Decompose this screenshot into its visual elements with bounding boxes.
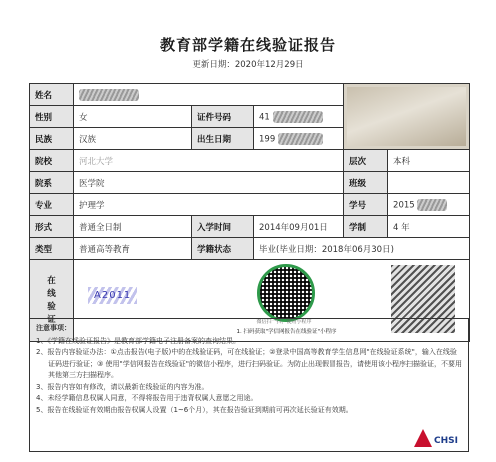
note-item: 4、未经学籍信息权属人同意，不得将报告用于违背权属人意愿之用途。 — [36, 394, 258, 402]
gender-value: 女 — [74, 106, 192, 128]
id-number-label: 证件号码 — [192, 106, 254, 128]
study-form-value: 普通全日制 — [74, 216, 192, 238]
student-id-value: 2015 — [388, 194, 470, 216]
level-value: 本科 — [388, 150, 470, 172]
chsi-logo-text: CHSI — [434, 435, 458, 446]
school-value: 河北大学 — [74, 150, 344, 172]
online-verify-label: 在 线 验 证 — [30, 260, 74, 342]
note-item: 1、《学籍在线验证报告》是教育部学籍电子注册备案的查询结果。 — [36, 336, 240, 345]
mini-program-qr-code[interactable] — [257, 264, 315, 322]
note-item: 5、报告在线验证有效期由报告权属人设置（1~6个月），其在报告验证到期前可再次延长验证有效期。 — [36, 405, 353, 414]
major-value: 护理学 — [74, 194, 344, 216]
type-value: 普通高等教育 — [74, 238, 192, 260]
id-number-value: 41 — [254, 106, 344, 128]
redacted-name — [79, 89, 139, 101]
birth-date-label: 出生日期 — [192, 128, 254, 150]
study-form-label: 形式 — [30, 216, 74, 238]
duration-value: 4 年 — [388, 216, 470, 238]
major-label: 专业 — [30, 194, 74, 216]
chsi-logo — [414, 429, 458, 447]
gender-label: 性别 — [30, 106, 74, 128]
note-item: 3、报告内容如有修改，请以最新在线验证的内容为准。 — [36, 382, 209, 391]
update-date: 更新日期：2020年12月29日 — [192, 60, 304, 70]
notes-section — [29, 318, 469, 452]
class-label: 班级 — [344, 172, 388, 194]
student-info-table — [29, 83, 470, 342]
school-label: 院校 — [30, 150, 74, 172]
duration-label: 学制 — [344, 216, 388, 238]
report-title: 教育部学籍在线验证报告 — [159, 36, 336, 54]
qr-caption-small: 微信扫一扫，使用小程序 — [256, 318, 312, 325]
student-id-label: 学号 — [344, 194, 388, 216]
verify-code-link[interactable]: A2011 — [88, 287, 137, 304]
status-value: 毕业(毕业日期：2018年06月30日) — [254, 238, 470, 260]
class-value — [388, 172, 470, 194]
note-item: 2、报告内容验证办法：①点击报告(电子版)中的在线验证码，可在线验证；②登录中国高等教育学生信息网"在线验证系统"，输入在线验证码进行验证；③ 使用"学信网报告在线验证"的微信小程序，进行扫码验证。为防止出现假冒报告，请使用该小程序扫描验证，不要用其他第三方扫描程序。 — [36, 348, 462, 379]
department-label: 院系 — [30, 172, 74, 194]
status-label: 学籍状态 — [192, 238, 254, 260]
ethnicity-value: 汉族 — [74, 128, 192, 150]
chsi-logo-icon — [414, 429, 432, 447]
notes-title: 注意事项： — [36, 324, 71, 332]
birth-date-value: 199 — [254, 128, 344, 150]
level-label: 层次 — [344, 150, 388, 172]
qr-caption: 1. 扫码获取"学信网报告在线验证"小程序 — [236, 328, 337, 335]
name-label: 姓名 — [30, 84, 74, 106]
name-value — [74, 84, 344, 106]
enroll-time-label: 入学时间 — [192, 216, 254, 238]
student-photo — [344, 84, 470, 150]
enroll-time-value: 2014年09月01日 — [254, 216, 344, 238]
department-value: 医学院 — [74, 172, 344, 194]
type-label: 类型 — [30, 238, 74, 260]
ethnicity-label: 民族 — [30, 128, 74, 150]
